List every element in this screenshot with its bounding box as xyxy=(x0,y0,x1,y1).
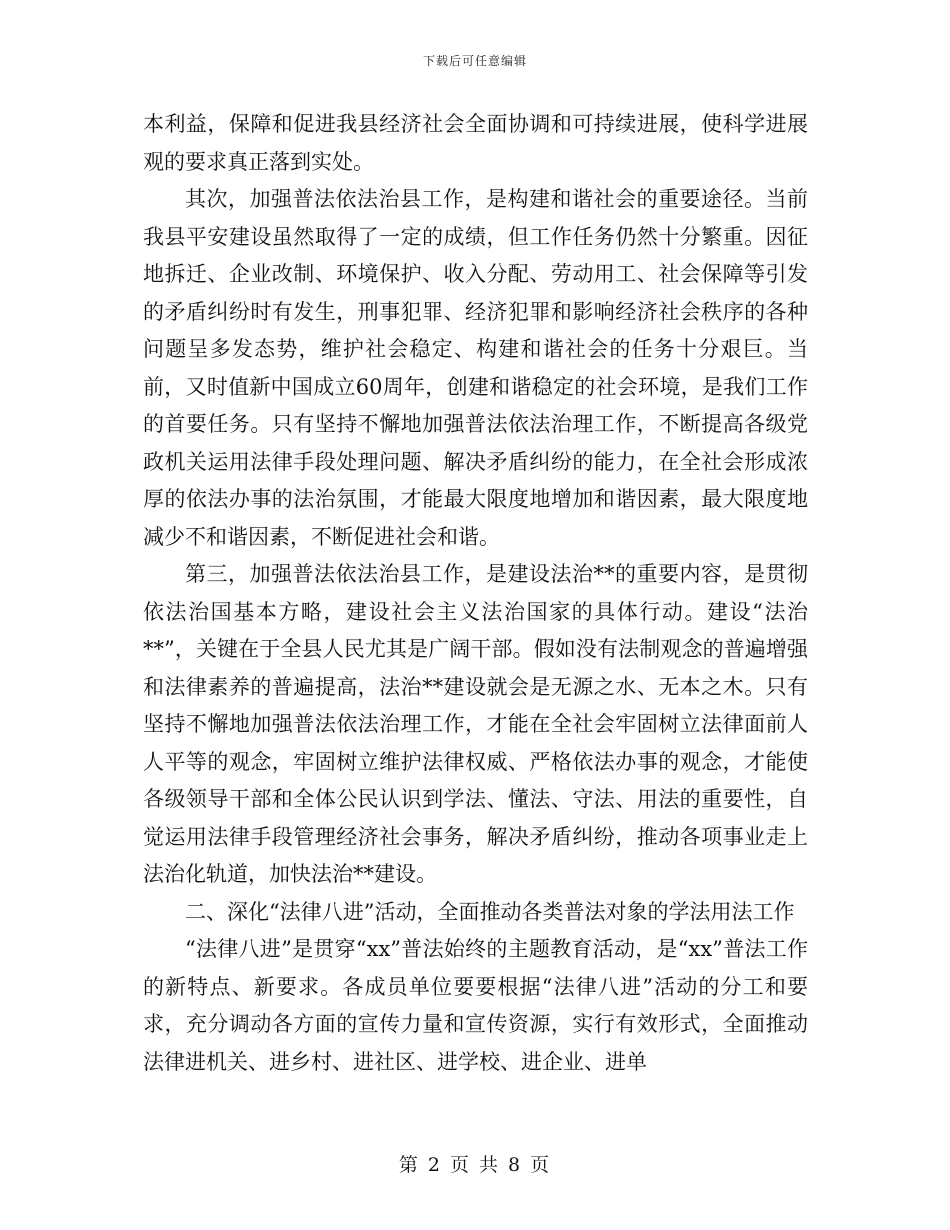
paragraph: “法律八进”是贯穿“xx”普法始终的主题教育活动，是“xx”普法工作的新特点、新要求。各成员单位要要根据“法律八进”活动的分工和要求，充分调动各方面的宣传力量和宣传资源，实行有效形式，全面推动法律进机关、进乡村、进社区、进学校、进企业、进单 xyxy=(143,937,808,1074)
page-number: 第 2 页 共 8 页 xyxy=(398,1154,552,1176)
document-body xyxy=(143,106,808,1081)
section-heading: 二、深化“法律八进”活动，全面推动各类普法对象的学法用法工作 xyxy=(185,899,795,924)
paragraph-continuation: 本利益，保障和促进我县经济社会全面协调和可持续进展，使科学进展观的要求真正落到实处。 xyxy=(143,112,808,174)
paragraph: 其次，加强普法依法治县工作，是构建和谐社会的重要途径。当前我县平安建设虽然取得了一定的成绩，但工作任务仍然十分繁重。因征地拆迁、企业改制、环境保护、收入分配、劳动用工、社会保障等引发的矛盾纠纷时有发生，刑事犯罪、经济犯罪和影响经济社会秩序的各种问题呈多发态势，维护社会稳定、构建和谐社会的任务十分艰巨。当前，又时值新中国成立60周年，创建和谐稳定的社会环境，是我们工作的首要任务。只有坚持不懈地加强普法依法治理工作，不断提高各级党政机关运用法律手段处理问题、解决矛盾纠纷的能力，在全社会形成浓厚的依法办事的法治氛围，才能最大限度地增加和谐因素，最大限度地减少不和谐因素，不断促进社会和谐。 xyxy=(143,187,808,549)
page-header: 下载后可任意编辑 xyxy=(422,54,527,68)
paragraph: 第三，加强普法依法治县工作，是建设法治**的重要内容，是贯彻依法治国基本方略，建设社会主义法治国家的具体行动。建设“法治**”，关键在于全县人民尤其是广阔干部。假如没有法制观念的普遍增强和法律素养的普遍提高，法治**建设就会是无源之水、无本之木。只有坚持不懈地加强普法依法治理工作，才能在全社会牢固树立法律面前人人平等的观念，牢固树立维护法律权威、严格依法办事的观念，才能使各级领导干部和全体公民认识到学法、懂法、守法、用法的重要性，自觉运用法律手段管理经济社会事务，解决矛盾纠纷，推动各项事业走上法治化轨道，加快法治**建设。 xyxy=(143,562,808,886)
